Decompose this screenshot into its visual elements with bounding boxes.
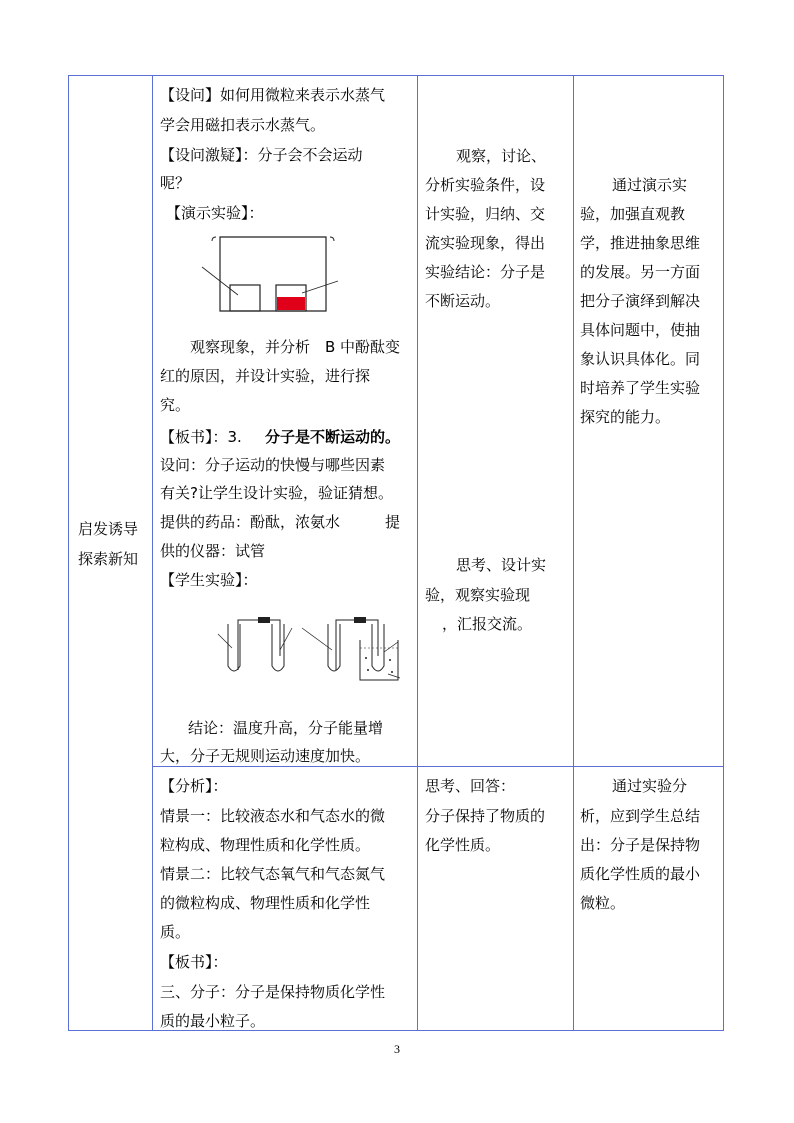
- column-divider-2: [417, 75, 418, 1031]
- student-activity-5: 实验结论：分子是: [425, 263, 546, 281]
- student-design-3: ，汇报交流。: [442, 615, 533, 633]
- intent-row2-5: 微粒。: [580, 894, 626, 912]
- beaker-a: [230, 285, 260, 311]
- intent-5: 把分子演绎到解决: [580, 292, 701, 310]
- student-activity-2: 分析实验条件，设: [425, 176, 546, 194]
- intent-9: 探究的能力。: [580, 408, 671, 426]
- board-writing-label: 【板书】：3.: [160, 428, 242, 446]
- table-right-border: [723, 75, 724, 1031]
- student-activity-4: 流实验现象，得出: [425, 234, 546, 252]
- analysis-heading: 【分析】：: [160, 777, 228, 795]
- intent-4: 的发展。另一方面: [580, 263, 701, 281]
- intent-row2-2: 析，应到学生总结: [580, 807, 701, 825]
- student-activity-3: 计实验，归纳、交: [425, 205, 546, 223]
- intent-2: 验，加强直观教: [580, 205, 686, 223]
- intent-3: 学，推进抽象思维: [580, 234, 701, 252]
- table-left-border: [68, 75, 69, 1031]
- intent-row2-1: 通过实验分: [612, 777, 688, 795]
- scenario-one-1: 情景一：比较液态水和气态水的微: [160, 807, 386, 825]
- demo-experiment-figure: [190, 231, 358, 319]
- intent-row2-3: 出：分子是保持物: [580, 836, 701, 854]
- stage-label-line1: 启发诱导: [78, 520, 139, 538]
- molecule-definition-2: 质的最小粒子。: [160, 1012, 266, 1030]
- column-divider-3: [573, 75, 574, 1031]
- teacher-inquiry: 【设问激疑】：分子会不会运动: [160, 146, 363, 164]
- question-speed-2: 有关?让学生设计实验，验证猜想。: [160, 484, 393, 502]
- scenario-two-1: 情景二：比较气态氧气和气态氮气: [160, 865, 386, 883]
- student-answer-1: 思考、回答：: [425, 777, 516, 795]
- board-writing-2-label: 【板书】：: [160, 953, 228, 971]
- page-number: 3: [394, 1042, 400, 1056]
- column-divider-1: [152, 75, 153, 1031]
- scenario-two-2: 的微粒构成、物理性质和化学性: [160, 894, 371, 912]
- intent-7: 象认识具体化。同: [580, 350, 701, 368]
- tube-c: [328, 624, 340, 671]
- intent-row2-4: 质化学性质的最小: [580, 865, 701, 883]
- student-design-2: 验，观察实验现: [425, 586, 531, 604]
- beaker-b-red-solution: [277, 297, 305, 310]
- provided-instruments: 供的仪器：试管: [160, 542, 266, 560]
- observe-text-3: 究。: [160, 396, 191, 414]
- student-answer-3: 化学性质。: [425, 836, 501, 854]
- question-speed-1: 设问：分子运动的快慢与哪些因素: [160, 456, 386, 474]
- conclusion-1: 结论：温度升高，分子能量增: [188, 719, 384, 737]
- teacher-question: 【设问】如何用微粒来表示水蒸气: [160, 86, 386, 104]
- student-experiment-figure: [188, 598, 442, 710]
- intent-8: 时培养了学生实验: [580, 379, 701, 397]
- molecule-definition-1: 三、分子：分子是保持物质化学性: [160, 983, 386, 1001]
- intent-1: 通过演示实: [612, 176, 688, 194]
- provided-chemicals: 提供的药品：酚酞，浓氨水 提: [160, 513, 401, 531]
- student-experiment-heading: 【学生实验】：: [160, 571, 258, 589]
- scenario-two-3: 质。: [160, 923, 191, 941]
- student-activity-1: 观察，讨论、: [456, 147, 547, 165]
- demo-experiment-heading: 【演示实验】：: [166, 204, 264, 222]
- teacher-inquiry-cont: 呢？: [160, 174, 191, 192]
- student-activity-6: 不断运动。: [425, 292, 501, 310]
- board-writing-point: 分子是不断运动的。: [265, 428, 401, 446]
- observe-text-1: 观察现象，并分析 B 中酚酞变: [190, 338, 401, 356]
- student-answer-2: 分子保持了物质的: [425, 807, 546, 825]
- scenario-one-2: 粒构成、物理性质和化学性质。: [160, 836, 371, 854]
- stage-label-line2: 探索新知: [78, 550, 139, 568]
- conclusion-2: 大，分子无规则运动速度加快。: [160, 747, 371, 765]
- table-top-border: [68, 75, 724, 76]
- intent-6: 具体问题中，使抽: [580, 321, 701, 339]
- teacher-question-cont: 学会用磁扣表示水蒸气。: [160, 116, 326, 134]
- student-design-1: 思考、设计实: [456, 556, 547, 574]
- observe-text-2: 红的原因，并设计实验，进行探: [160, 367, 371, 385]
- tube-b: [272, 624, 284, 671]
